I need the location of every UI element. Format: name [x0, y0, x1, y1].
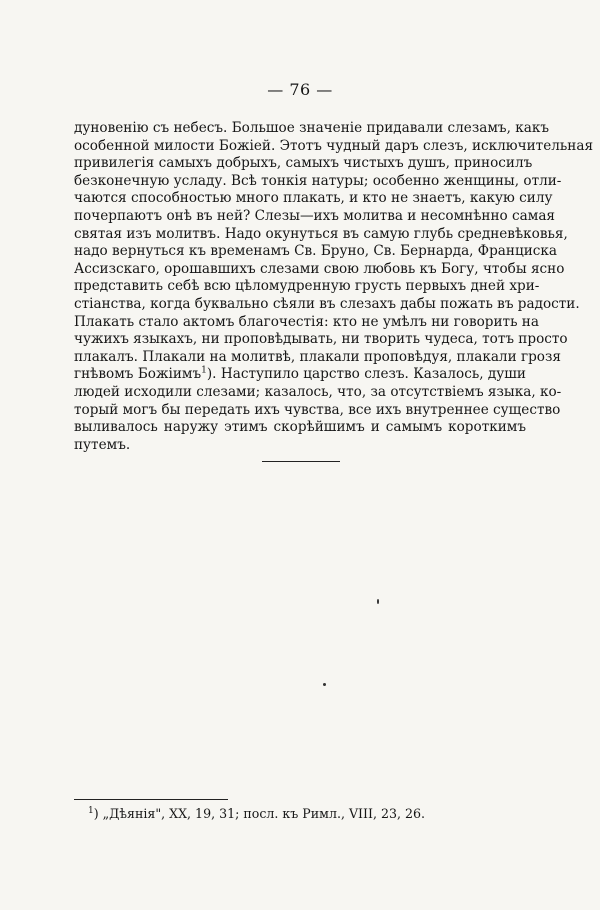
- text-line: привилегія самыхъ добрыхъ, самыхъ чистыхъ душъ, приносилъ: [74, 155, 533, 172]
- footnote-reference: 1: [201, 365, 207, 376]
- text-line: путемъ.: [74, 436, 131, 453]
- print-speck: [323, 683, 326, 686]
- text-line: надо вернуться къ временамъ Св. Бруно, Св. Бернарда, Франциска: [74, 243, 557, 260]
- footnote-marker: 1: [88, 805, 94, 816]
- text-line: дуновенію съ небесъ. Большое значеніе придавали слезамъ, какъ: [74, 120, 549, 136]
- text-line: плакалъ. Плакали на молитвѣ, плакали проповѣдуя, плакали грозя: [74, 348, 561, 365]
- text-line: Ассизскаго, орошавшихъ слезами свою любовь къ Богу, чтобы ясно: [74, 260, 565, 277]
- text-line-head: гнѣвомъ Божіимъ: [74, 366, 202, 383]
- text-line: людей исходили слезами; казалось, что, за отсутствіемъ языка, ко-: [74, 383, 562, 400]
- text-line: представить себѣ всю цѣломудренную грусть первыхъ дней хри-: [74, 278, 540, 295]
- text-line: чужихъ языкахъ, ни проповѣдывать, ни творить чудеса, тотъ просто: [74, 331, 568, 348]
- text-line: чаются способностью много плакать, и кто не знаетъ, какую силу: [74, 190, 553, 207]
- footnote: [88, 806, 528, 821]
- text-line: Плакать стало актомъ благочестія: кто не умѣлъ ни говорить на: [74, 313, 539, 330]
- page-number: — 76 —: [267, 80, 333, 99]
- text-line: торый могъ бы передать ихъ чувства, все ихъ внутреннее существо: [74, 401, 561, 418]
- text-line: безконечную усладу. Всѣ тонкія натуры; особенно женщины, отли-: [74, 172, 562, 189]
- text-line: святая изъ молитвъ. Надо окунуться въ самую глубь средневѣковья,: [74, 225, 568, 242]
- text-line: стіанства, когда буквально сѣяли въ слезахъ дабы пожать въ радости.: [74, 295, 580, 312]
- print-speck: [377, 599, 379, 604]
- text-line-with-footnote-ref: [74, 366, 526, 384]
- body-text: [74, 120, 594, 454]
- text-line: особенной милости Божіей. Этотъ чудный даръ слезъ, исключительная: [74, 137, 594, 154]
- section-divider: [262, 461, 340, 462]
- text-line: почерпаютъ онѣ въ ней? Слезы—ихъ молитва и несомнѣнно самая: [74, 207, 555, 224]
- footnote-text: ) „Дѣянія", XX, 19, 31; посл. къ Римл., VIII, 23, 26.: [93, 806, 426, 821]
- text-line: выливалось наружу этимъ скорѣйшимъ и самымъ короткимъ: [74, 419, 526, 436]
- footnote-divider: [74, 799, 228, 800]
- text-line-tail: ). Наступило царство слезъ. Казалось, души: [206, 366, 526, 383]
